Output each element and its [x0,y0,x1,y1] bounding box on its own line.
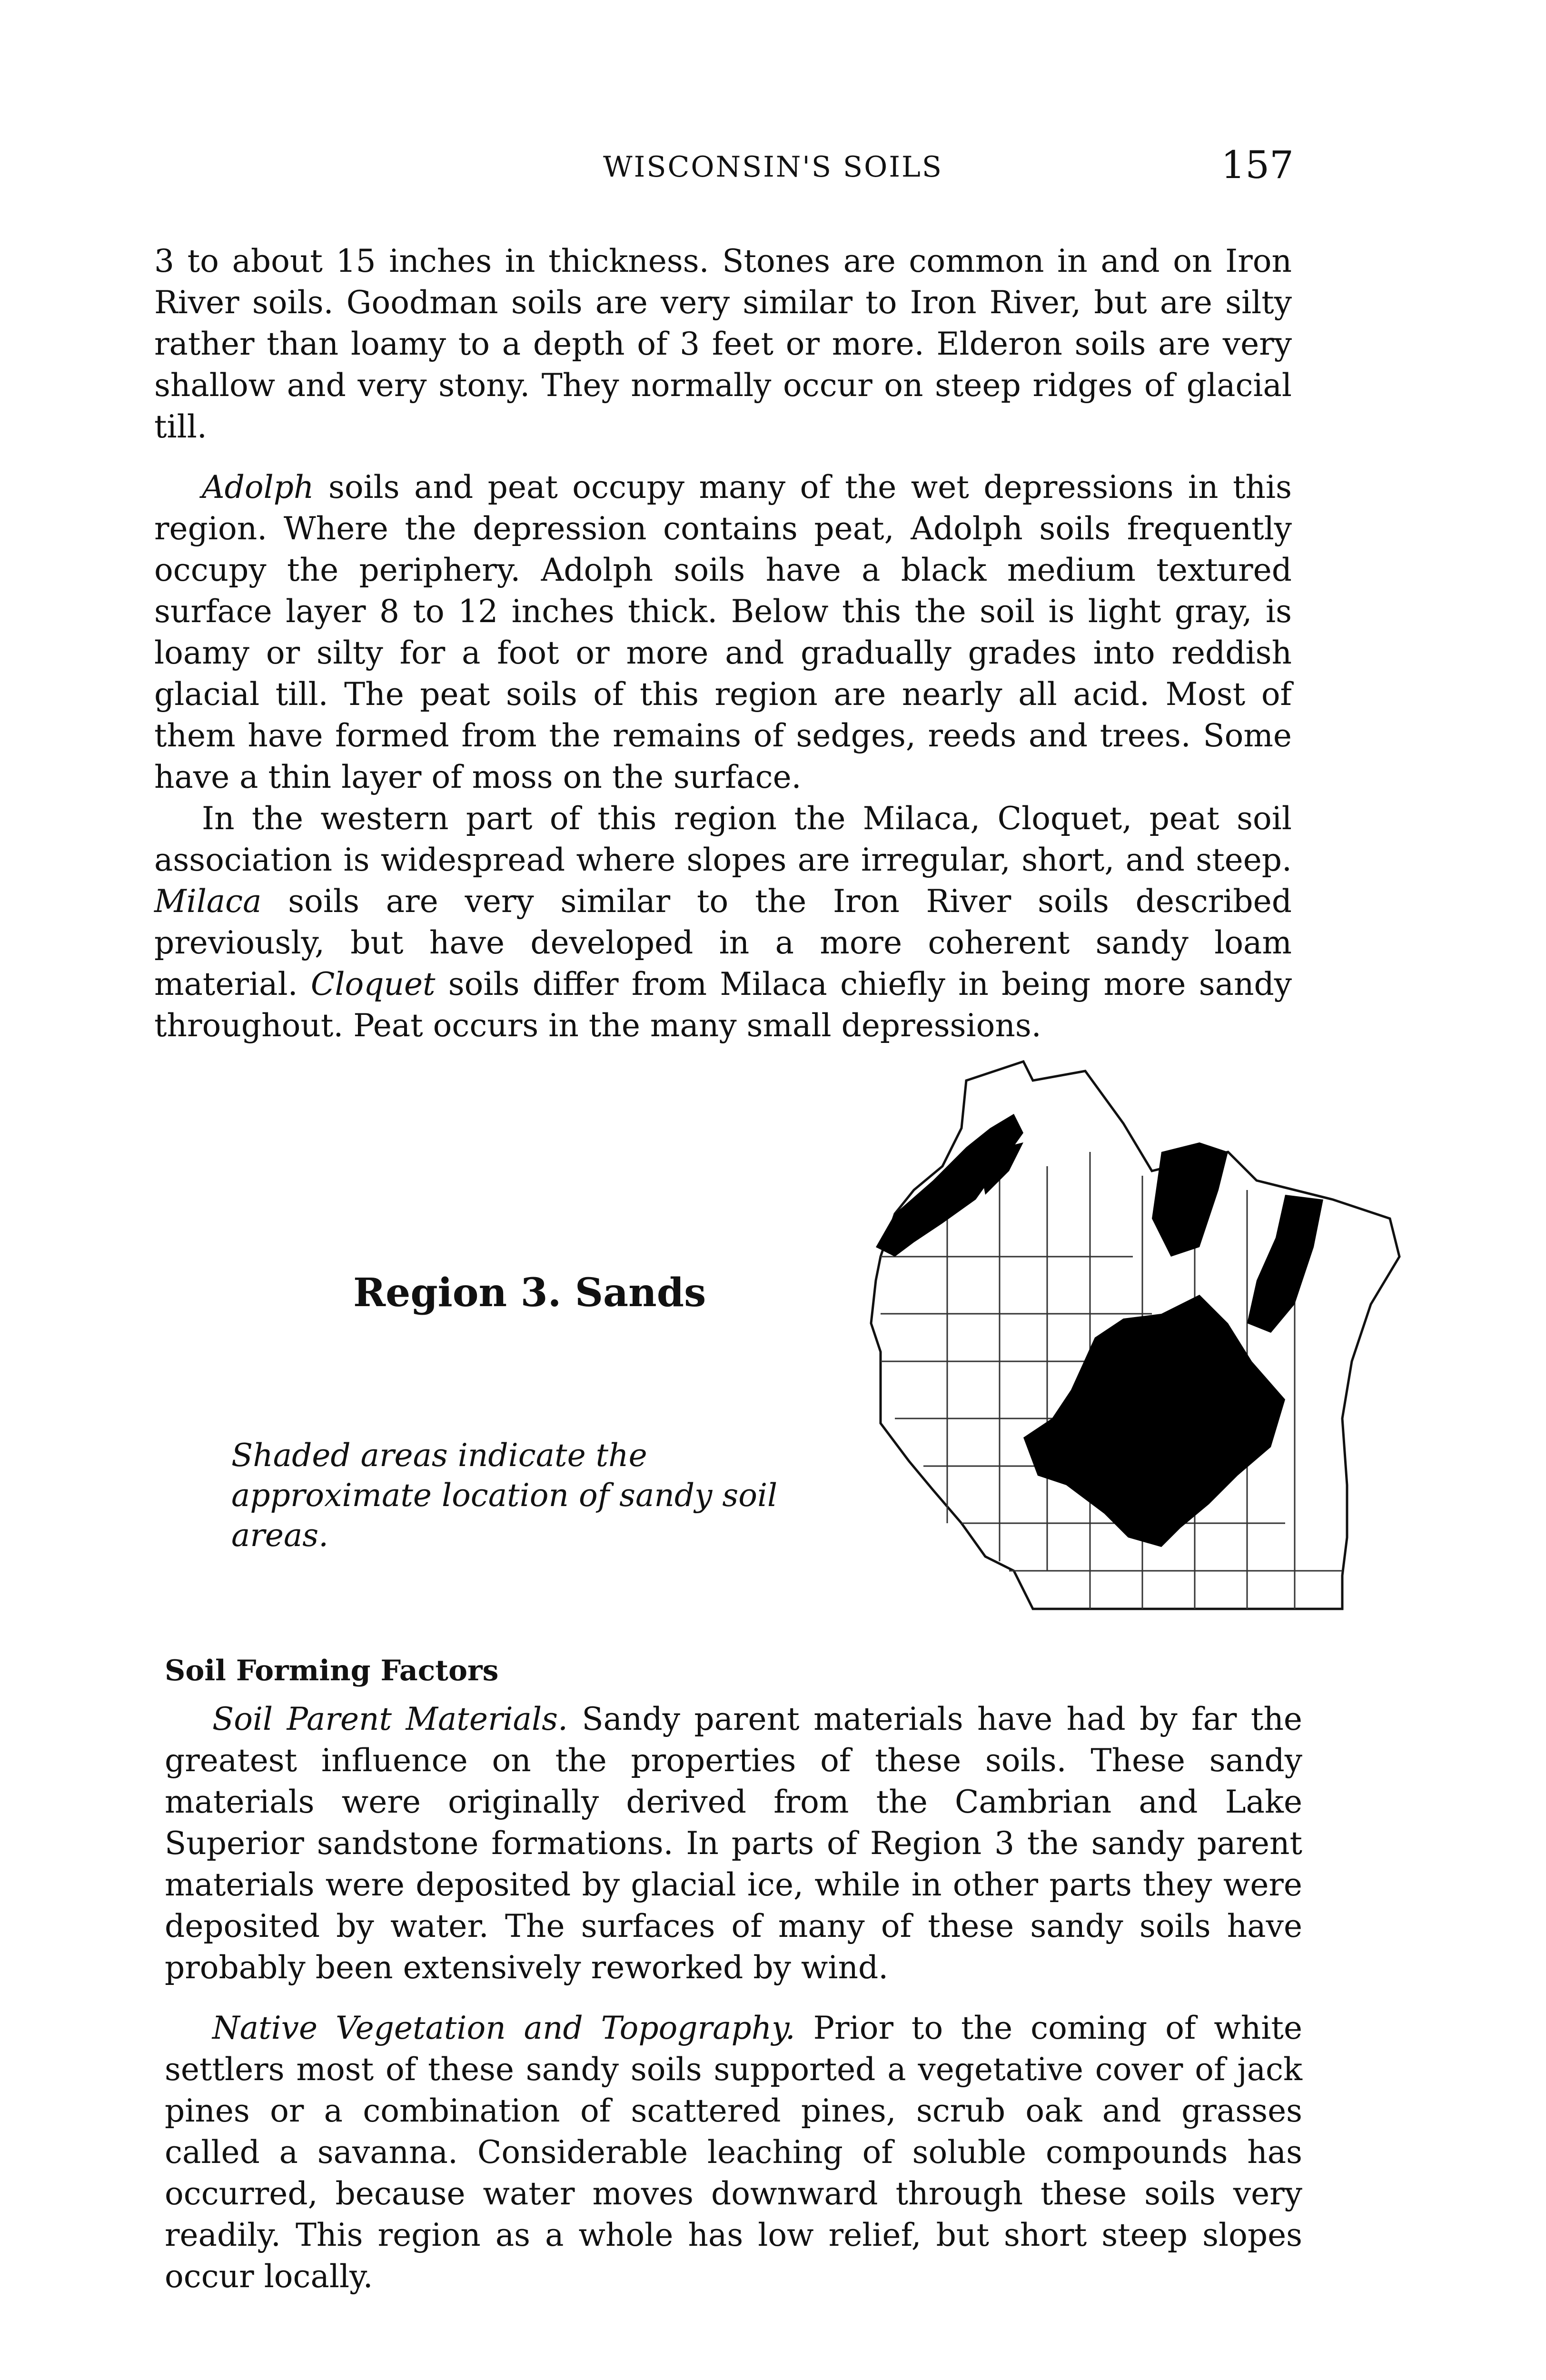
paragraph [154,798,1292,1046]
paragraph-text: soils differ from Milaca chiefly in being more sandy throughout. Peat occurs in the many small depressions. [154,966,1292,1044]
paragraph-text: soils and peat occupy many of the wet depressions in this region. Where the depression contains peat, Adolph soils frequently occupy the periphery. Adolph soils have a black medium textured surface layer 8 to 12 inches thick. Below this the soil is light gray, is loamy or silty for a foot or more and gradually grades into reddish glacial till. The peat soils of this region are nearly all acid. Most of them have formed from the remains of sedges, reeds and trees. Some have a thin layer of moss on the surface. [154,469,1292,795]
figure-title: Region 3. Sands [353,1270,706,1316]
soil-name: Milaca [154,883,262,920]
paragraph-text: Sandy parent materials have had by far the greatest influence on the properties of these soils. These sandy materials were originally derived from the Cambrian and Lake Superior sandstone formations. In parts of Region 3 the sandy parent materials were deposited by glacial ice, while in other parts they were deposited by water. The surfaces of many of these sandy soils have probably been extensively reworked by wind. [165,1701,1302,1986]
figure-caption: Shaded areas indicate the approximate location of sandy soil areas. [231,1437,778,1554]
sand-area-northwest [876,1114,1023,1257]
paragraph-text: soils are very similar to the Iron River soils described previously, but have developed in a more coherent sandy loam material. [154,883,1292,1002]
paragraph [165,2007,1302,2297]
paragraph-text: Prior to the coming of white settlers most of these sandy soils supported a vegetative cover of jack pines or a combination of scattered pines, scrub oak and grasses called a savanna. Considerable leaching of soluble compounds has occurred, because water moves downward through these soils very readily. This region as a whole has low relief, but short steep slopes occur locally. [165,2010,1303,2295]
wisconsin-county-map [866,1057,1447,1676]
soil-name: Adolph [202,469,314,506]
page-number: 157 [1221,143,1294,187]
paragraph [154,466,1292,798]
paragraph-lead: Soil Parent Materials. [212,1701,568,1737]
paragraph: 3 to about 15 inches in thickness. Stones are common in and on Iron River soils. Goodman soils are very similar to Iron River, but are silty rather than loamy to a depth of 3 feet or more. Elderon soils are very shallow and very stony. They normally occur on steep ridges of glacial till. [154,243,1292,445]
paragraph-text: In the western part of this region the Milaca, Cloquet, peat soil association is widespread where slopes are irregular, short, and steep. [154,800,1292,878]
sand-area-central [1023,1295,1285,1547]
running-header: WISCONSIN'S SOILS [603,150,943,184]
soil-name: Cloquet [310,966,436,1002]
section-heading: Soil Forming Factors [165,1654,499,1687]
sand-area-north [1152,1142,1228,1257]
paragraph [165,1698,1302,1988]
sand-area-northeast [1247,1195,1323,1333]
paragraph-lead: Native Vegetation and Topography. [212,2010,795,2046]
bottom-text-block [165,1698,1302,2297]
top-text-block [154,240,1292,1046]
